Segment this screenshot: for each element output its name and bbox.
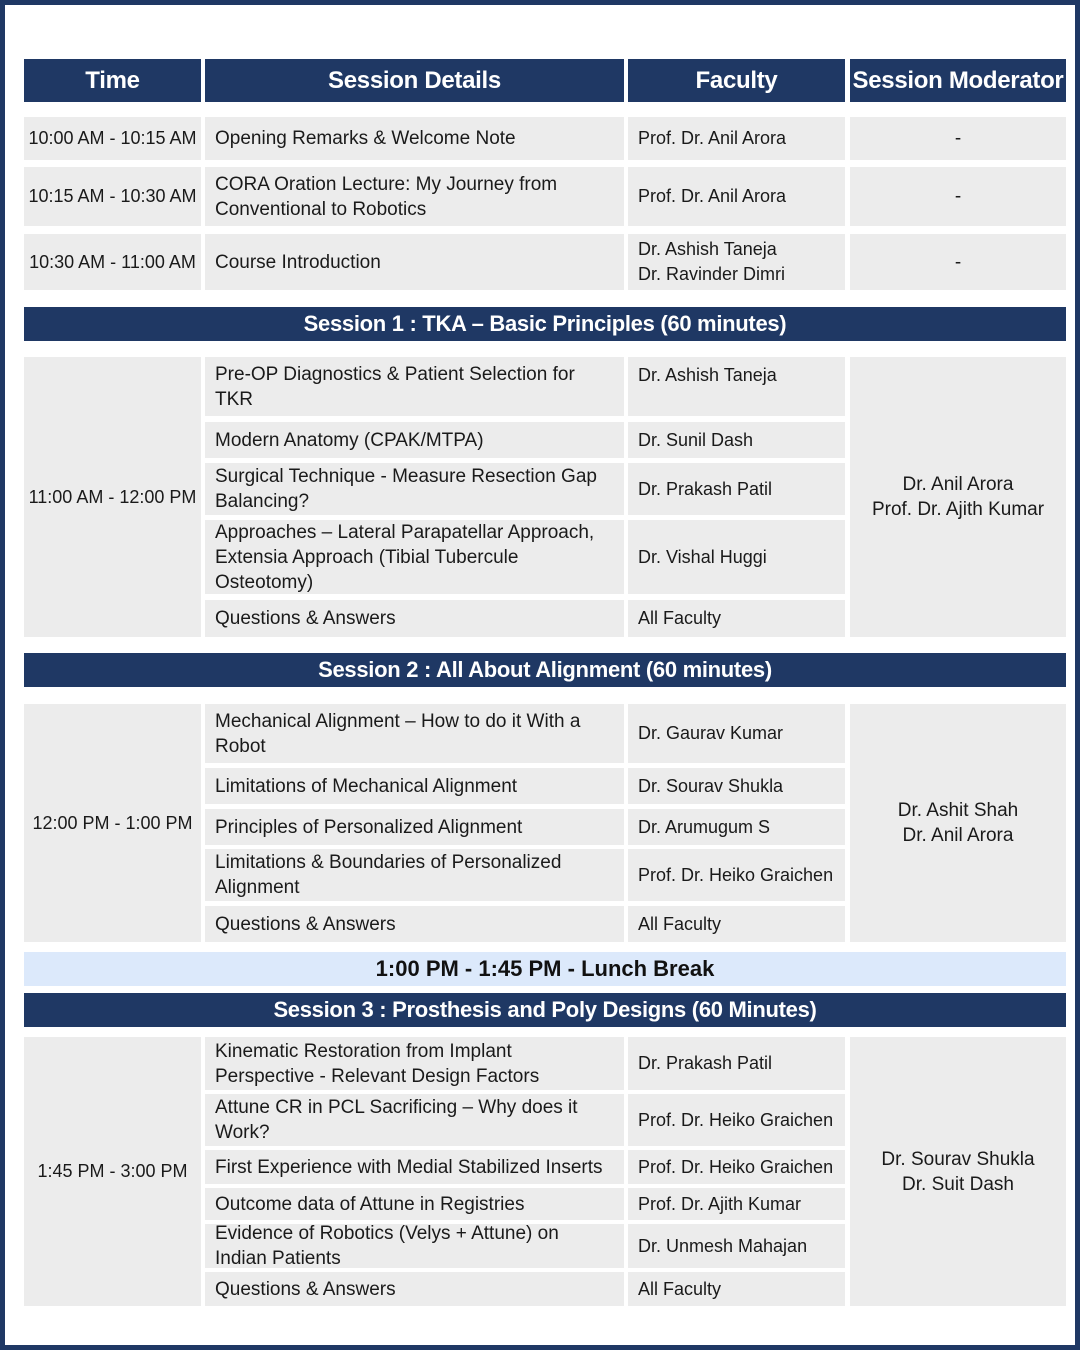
moderator-name: Dr. Anil Arora: [902, 474, 1014, 495]
session1-topic-3: Surgical Technique - Measure Resection Gap Balancing?: [205, 463, 624, 515]
session2-title: Session 2 : All About Alignment (60 minutes): [24, 653, 1066, 687]
session2-topic-3: Principles of Personalized Alignment: [205, 809, 624, 845]
session2-moderators: [850, 704, 1066, 942]
session1-topic-4: Approaches – Lateral Parapatellar Approach, Extensia Approach (Tibial Tubercule Osteotomy): [205, 520, 624, 594]
session1-faculty-2: Dr. Sunil Dash: [628, 422, 845, 458]
session2-faculty-5: All Faculty: [628, 906, 845, 942]
lunch-break-banner: 1:00 PM - 1:45 PM - Lunch Break: [24, 952, 1066, 986]
intro-faculty-2: Prof. Dr. Anil Arora: [628, 167, 845, 226]
intro-session-2: CORA Oration Lecture: My Journey from Conventional to Robotics: [205, 167, 624, 226]
moderator-name: Dr. Ashit Shah: [897, 800, 1019, 821]
session1-topic-2: Modern Anatomy (CPAK/MTPA): [205, 422, 624, 458]
session1-title: Session 1 : TKA – Basic Principles (60 minutes): [24, 307, 1066, 341]
session3-topic-1: Kinematic Restoration from Implant Perspective - Relevant Design Factors: [205, 1037, 624, 1090]
session3-moderators: [850, 1037, 1066, 1306]
moderator-name: Dr. Sourav Shukla: [881, 1148, 1035, 1170]
session1-topic-1: Pre-OP Diagnostics & Patient Selection for TKR: [205, 357, 624, 416]
session3-faculty-3: Prof. Dr. Heiko Graichen: [628, 1150, 845, 1184]
faculty-name: Dr. Ravinder Dimri: [638, 264, 786, 284]
session3-topic-2: Attune CR in PCL Sacrificing – Why does it Work?: [205, 1094, 624, 1146]
moderator-name: Prof. Dr. Ajith Kumar: [871, 499, 1045, 520]
session3-topic-6: Questions & Answers: [205, 1272, 624, 1306]
session2-topic-2: Limitations of Mechanical Alignment: [205, 768, 624, 804]
session3-faculty-1: Dr. Prakash Patil: [628, 1037, 845, 1090]
session1-topic-5: Questions & Answers: [205, 600, 624, 637]
header-time: Time: [24, 59, 201, 102]
session1-faculty-4: Dr. Vishal Huggi: [628, 520, 845, 594]
header-session-details: Session Details: [205, 59, 624, 102]
session3-topic-4: Outcome data of Attune in Registries: [205, 1188, 624, 1220]
intro-session-3: Course Introduction: [205, 234, 624, 290]
header-session-moderator: Session Moderator: [850, 59, 1066, 102]
intro-time-1: 10:00 AM - 10:15 AM: [24, 117, 201, 160]
session1-time: 11:00 AM - 12:00 PM: [24, 357, 201, 637]
session2-faculty-1: Dr. Gaurav Kumar: [628, 704, 845, 763]
header-faculty: Faculty: [628, 59, 845, 102]
session3-time: 1:45 PM - 3:00 PM: [24, 1037, 201, 1306]
intro-session-1: Opening Remarks & Welcome Note: [205, 117, 624, 160]
session2-topic-5: Questions & Answers: [205, 906, 624, 942]
session1-faculty-1: Dr. Ashish Taneja: [628, 357, 845, 416]
intro-faculty-3: [628, 234, 845, 290]
intro-time-2: 10:15 AM - 10:30 AM: [24, 167, 201, 226]
session1-faculty-3: Dr. Prakash Patil: [628, 463, 845, 515]
intro-faculty-1: Prof. Dr. Anil Arora: [628, 117, 845, 160]
session2-time: 12:00 PM - 1:00 PM: [24, 704, 201, 942]
intro-moderator-1: -: [850, 117, 1066, 160]
session1-moderators: [850, 357, 1066, 637]
intro-moderator-3: -: [850, 234, 1066, 290]
session1-faculty-5: All Faculty: [628, 600, 845, 637]
session2-faculty-3: Dr. Arumugum S: [628, 809, 845, 845]
moderator-name: Dr. Anil Arora: [902, 825, 1014, 846]
moderator-name: Dr. Suit Dash: [902, 1173, 1014, 1195]
session3-title: Session 3 : Prosthesis and Poly Designs (60 Minutes): [24, 993, 1066, 1027]
session2-faculty-2: Dr. Sourav Shukla: [628, 768, 845, 804]
intro-time-3: 10:30 AM - 11:00 AM: [24, 234, 201, 290]
session3-faculty-4: Prof. Dr. Ajith Kumar: [628, 1188, 845, 1220]
session2-topic-4: Limitations & Boundaries of Personalized Alignment: [205, 849, 624, 901]
session3-topic-5: Evidence of Robotics (Velys + Attune) on Indian Patients: [205, 1224, 624, 1268]
session2-faculty-4: Prof. Dr. Heiko Graichen: [628, 849, 845, 901]
session3-faculty-2: Prof. Dr. Heiko Graichen: [628, 1094, 845, 1146]
intro-moderator-2: -: [850, 167, 1066, 226]
session3-topic-3: First Experience with Medial Stabilized Inserts: [205, 1150, 624, 1184]
faculty-name: Dr. Ashish Taneja: [638, 239, 777, 259]
session3-faculty-6: All Faculty: [628, 1272, 845, 1306]
session3-faculty-5: Dr. Unmesh Mahajan: [628, 1224, 845, 1268]
session2-topic-1: Mechanical Alignment – How to do it With a Robot: [205, 704, 624, 763]
